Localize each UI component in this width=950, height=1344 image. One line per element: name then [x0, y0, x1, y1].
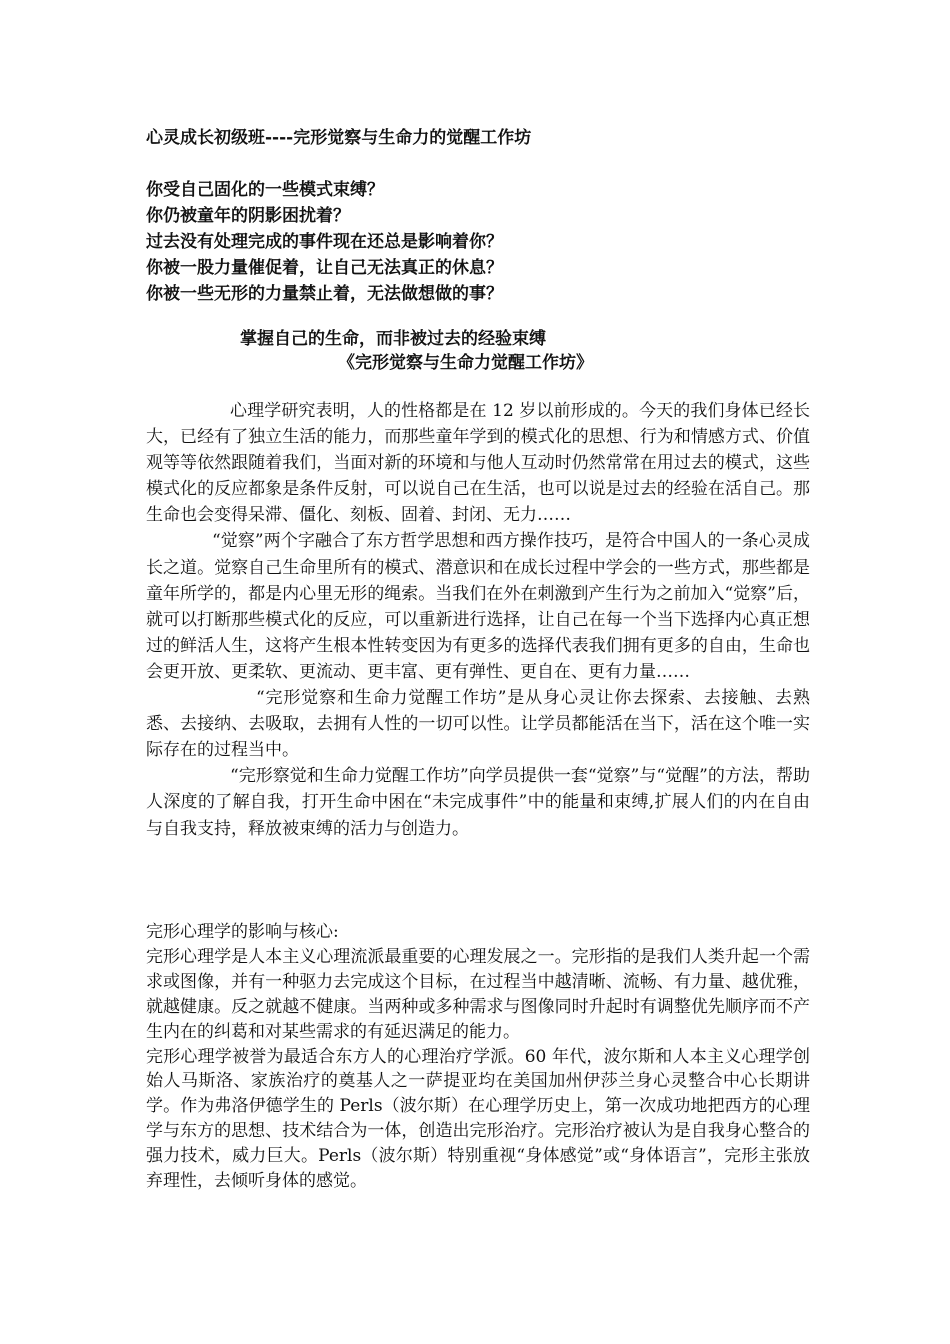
intro-body: [146, 398, 810, 842]
subtitle-workshop-name: 《完形觉察与生命力觉醒工作坊》: [338, 353, 593, 373]
document-title: 心灵成长初级班----完形觉察与生命力的觉醒工作坊: [146, 128, 532, 148]
question-list: [146, 177, 503, 307]
section-heading: 完形心理学的影响与核心:: [146, 922, 339, 942]
question-line: 你被一股力量催促着，让自己无法真正的休息？: [146, 258, 503, 278]
paragraph: “觉察”两个字融合了东方哲学思想和西方操作技巧，是符合中国人的一条心灵成长之道。觉察自己生命里所有的模式、潜意识和在成长过程中学会的一些方式，那些都是童年所学的，都是内心里无形的绳索。当我们在外在刺激到产生行为之前加入“觉察”后，就可以打断那些模式化的反应，可以重新进行选择，让自己在每一个当下选择内心真正想过的鲜活人生，这将产生根本性转变因为有更多的选择代表我们拥有更多的自由，生命也会更开放、更柔软、更流动、更丰富、更有弹性、更自在、更有力量……: [146, 531, 810, 682]
paragraph: 心理学研究表明，人的性格都是在 12 岁以前形成的。今天的我们身体已经长大，已经有了独立生活的能力，而那些童年学到的模式化的思想、行为和情感方式、价值观等等依然跟随着我们，当面对新的环境和与他人互动时仍然常常在用过去的模式，这些模式化的反应都象是条件反射，可以说自己在生活，也可以说是过去的经验在活自己。那生命也会变得呆滞、僵化、刻板、固着、封闭、无力……: [146, 401, 810, 526]
question-line: 你仍被童年的阴影困扰着？: [146, 206, 350, 226]
paragraph: 完形心理学是人本主义心理流派最重要的心理发展之一。完形指的是我们人类升起一个需求或图像，并有一种驱力去完成这个目标，在过程当中越清晰、流畅、有力量、越优雅，就越健康。反之就越不健康。当两种或多种需求与图像同时升起时有调整优先顺序而不产生内在的纠葛和对某些需求的有延迟满足的能力。: [146, 946, 810, 1042]
subtitle-slogan: 掌握自己的生命，而非被过去的经验束缚: [240, 329, 546, 349]
paragraph: “完形察觉和生命力觉醒工作坊”向学员提供一套“觉察”与“觉醒”的方法，帮助人深度的了解自我，打开生命中困在“未完成事件”中的能量和束缚,扩展人们的内在自由与自我支持，释放被束缚的活力与创造力。: [146, 766, 810, 839]
question-line: 你受自己固化的一些模式束缚？: [146, 180, 384, 200]
paragraph: 完形心理学被誉为最适合东方人的心理治疗学派。60 年代，波尔斯和人本主义心理学创始人马斯洛、家族治疗的奠基人之一萨提亚均在美国加州伊莎兰身心灵整合中心长期讲学。作为弗洛伊德学生的 Perls（波尔斯）在心理学历史上，第一次成功地把西方的心理学与东方的思想、技术结合为一体，创造出完形治疗。完形治疗被认为是自我身心整合的强力技术，威力巨大。Perls（波尔斯）特别重视“身体感觉”或“身体语言”，完形主张放弃理性，去倾听身体的感觉。: [146, 1046, 810, 1192]
gestalt-section: [146, 920, 810, 1194]
question-line: 你被一些无形的力量禁止着，无法做想做的事？: [146, 284, 503, 304]
paragraph: “完形觉察和生命力觉醒工作坊”是从身心灵让你去探索、去接触、去熟悉、去接纳、去吸取，去拥有人性的一切可以性。让学员都能活在当下，活在这个唯一实际存在的过程当中。: [146, 688, 810, 761]
question-line: 过去没有处理完成的事件现在还总是影响着你？: [146, 232, 503, 252]
